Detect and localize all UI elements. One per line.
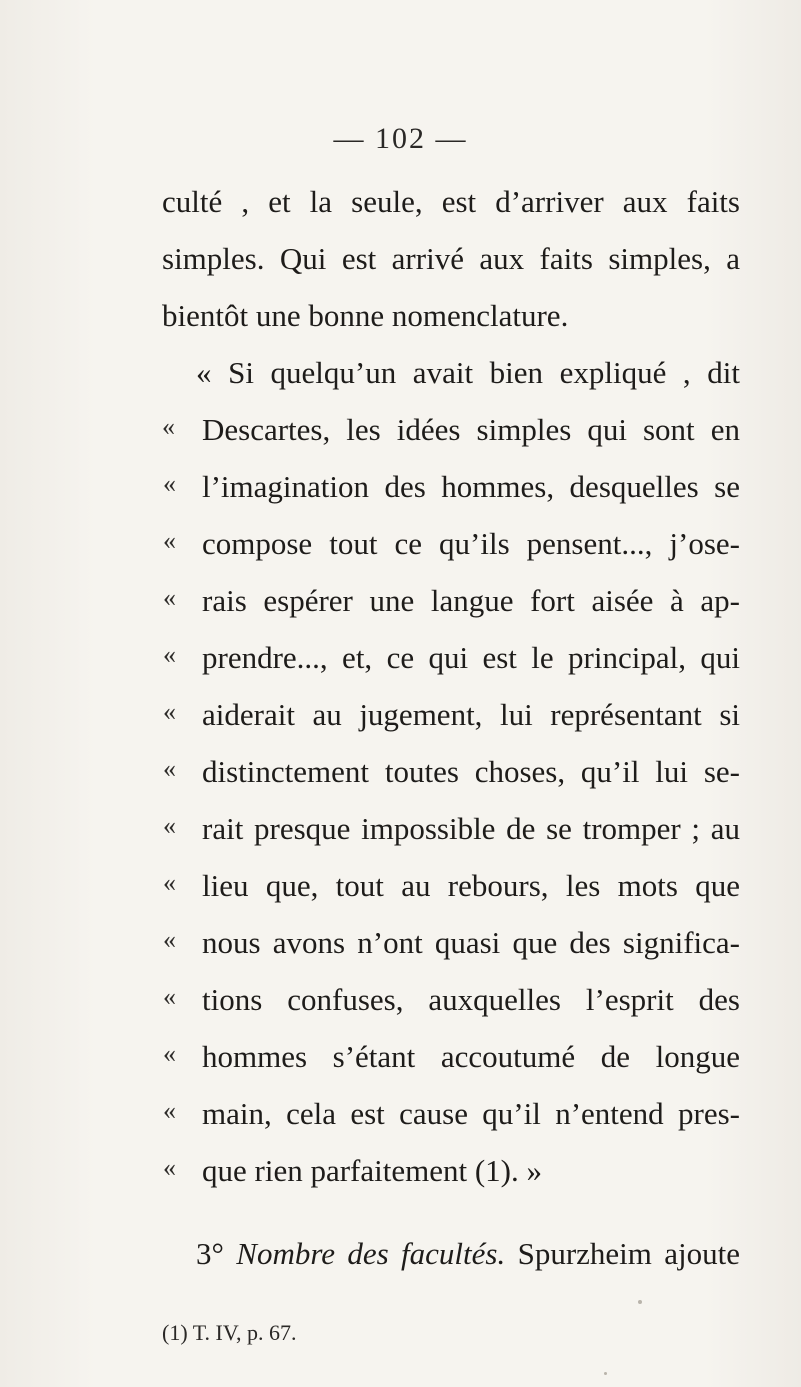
quote-line-17 bbox=[163, 1096, 740, 1131]
quote-line-9 bbox=[163, 640, 740, 675]
quote-line-18 bbox=[163, 1153, 740, 1188]
quote-mark: « bbox=[163, 1153, 176, 1182]
quote-line-10 bbox=[163, 697, 740, 732]
quote-mark: « bbox=[162, 412, 175, 441]
quote-text: distinctement toutes choses, qu’il lui se- bbox=[202, 754, 740, 789]
quote-line-7 bbox=[163, 526, 740, 561]
quote-line-16 bbox=[163, 1039, 740, 1074]
quote-line-5 bbox=[162, 412, 740, 447]
quote-text: prendre..., et, ce qui est le principal, qui bbox=[202, 640, 740, 675]
quote-mark: « bbox=[163, 526, 176, 555]
quote-mark: « bbox=[163, 697, 176, 726]
quote-line-14 bbox=[163, 925, 740, 960]
quote-text: compose tout ce qu’ils pensent..., j’ose- bbox=[202, 526, 740, 561]
quote-line-11 bbox=[163, 754, 740, 789]
quote-mark: « bbox=[163, 1039, 176, 1068]
quote-line-6 bbox=[163, 469, 740, 504]
quote-line-13 bbox=[163, 868, 740, 903]
page-number: — 102 — bbox=[333, 122, 468, 155]
section-number: 3° bbox=[196, 1236, 224, 1271]
text-line-3: bientôt une bonne nomenclature. bbox=[162, 298, 569, 333]
quote-text: l’imagination des hommes, desquelles se bbox=[202, 469, 740, 504]
quote-mark: « bbox=[163, 469, 176, 498]
quote-text: Descartes, les idées simples qui sont en bbox=[202, 412, 740, 447]
footnote: (1) T. IV, p. 67. bbox=[162, 1320, 297, 1345]
quote-text: aiderait au jugement, lui représentant si bbox=[202, 697, 740, 732]
quote-mark: « bbox=[163, 982, 176, 1011]
paper-speck bbox=[604, 1372, 607, 1375]
quote-text: tions confuses, auxquelles l’esprit des bbox=[202, 982, 740, 1017]
section-text: Spurzheim ajoute bbox=[517, 1236, 740, 1271]
quote-text: rait presque impossible de se tromper ; au bbox=[202, 811, 740, 846]
quote-text: main, cela est cause qu’il n’entend pres- bbox=[202, 1096, 740, 1131]
quote-mark: « bbox=[163, 1096, 176, 1125]
quote-text: hommes s’étant accoutumé de longue bbox=[202, 1039, 740, 1074]
quote-mark: « bbox=[163, 754, 176, 783]
quote-mark: « bbox=[163, 811, 176, 840]
paper-speck bbox=[638, 1300, 642, 1304]
quote-text: nous avons n’ont quasi que des significa- bbox=[202, 925, 740, 960]
section-title: Nombre des facultés. bbox=[236, 1236, 506, 1271]
quote-line-12 bbox=[163, 811, 740, 846]
quote-mark: « bbox=[163, 925, 176, 954]
quote-mark: « bbox=[163, 583, 176, 612]
quote-text: lieu que, tout au rebours, les mots que bbox=[202, 868, 740, 903]
quote-line-8 bbox=[163, 583, 740, 618]
text-line-1: culté , et la seule, est d’arriver aux faits bbox=[162, 184, 740, 219]
quote-text: rais espérer une langue fort aisée à ap- bbox=[202, 583, 740, 618]
text-line-2: simples. Qui est arrivé aux faits simples, a bbox=[162, 241, 740, 276]
quote-text: que rien parfaitement (1). » bbox=[202, 1153, 542, 1188]
text-line-4: « Si quelqu’un avait bien expliqué , dit bbox=[196, 355, 740, 390]
quote-line-15 bbox=[163, 982, 740, 1017]
quote-mark: « bbox=[163, 868, 176, 897]
quote-mark: « bbox=[163, 640, 176, 669]
section-heading-line bbox=[196, 1238, 740, 1269]
